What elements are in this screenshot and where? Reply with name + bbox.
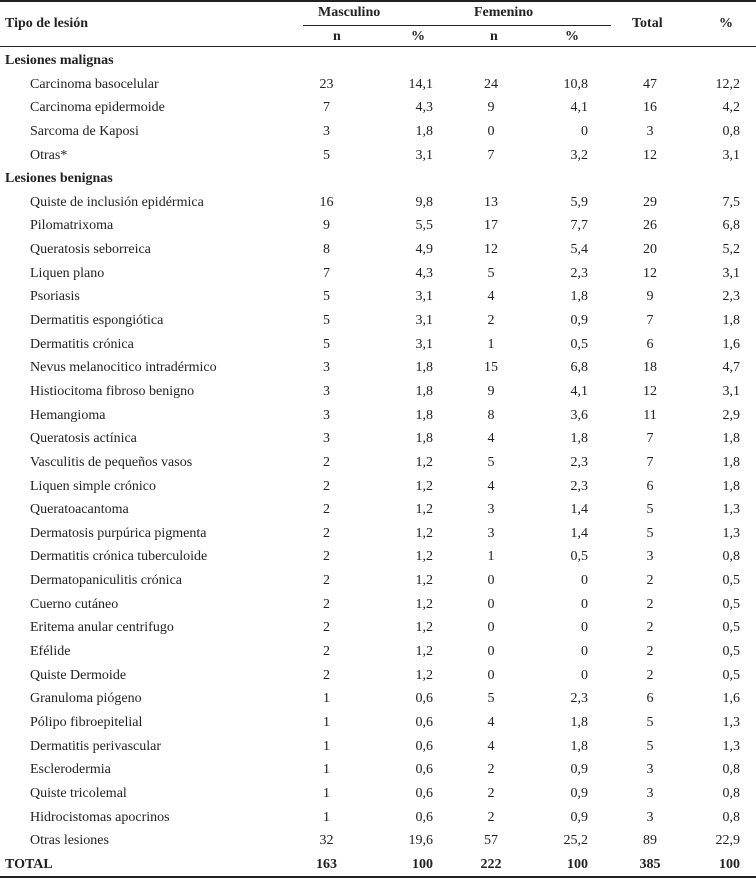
lesion-name: Dermatitis crónica bbox=[30, 336, 134, 352]
cell-female-n: 2 bbox=[487, 785, 495, 801]
cell-male-pct: 0,6 bbox=[415, 714, 433, 730]
cell-male-pct: 0,6 bbox=[415, 691, 433, 707]
header-female-pct: % bbox=[565, 29, 579, 44]
total-row bbox=[0, 853, 756, 877]
cell-total-n: 26 bbox=[643, 218, 657, 234]
cell-total-pct: 0,5 bbox=[722, 667, 740, 683]
cell-male-n: 7 bbox=[323, 265, 330, 281]
cell-female-pct: 0,9 bbox=[570, 785, 588, 801]
cell-male-n: 2 bbox=[323, 667, 330, 683]
cell-female-pct: 0,5 bbox=[570, 549, 588, 565]
cell-male-n: 9 bbox=[323, 218, 330, 234]
lesion-name: Carcinoma basocelular bbox=[30, 76, 159, 92]
cell-male-n: 23 bbox=[319, 76, 334, 92]
cell-total-n: 47 bbox=[643, 76, 657, 92]
cell-female-pct: 4,1 bbox=[570, 383, 588, 399]
cell-female-pct: 4,1 bbox=[570, 100, 588, 116]
table-row bbox=[0, 545, 756, 569]
cell-female-n: 1 bbox=[487, 336, 495, 352]
cell-female-n: 12 bbox=[484, 242, 498, 258]
cell-female-n: 8 bbox=[487, 407, 495, 423]
cell-female-pct: 5,9 bbox=[570, 194, 588, 210]
cell-total-n: 9 bbox=[646, 289, 654, 305]
lesion-name: Pilomatrixoma bbox=[30, 218, 114, 234]
cell-male-pct: 1,2 bbox=[415, 573, 433, 589]
cell-male-n: 5 bbox=[323, 313, 330, 329]
cell-total-pct: 1,6 bbox=[722, 691, 740, 707]
table-row bbox=[0, 309, 756, 333]
lesion-name: Dermatopaniculitis crónica bbox=[30, 573, 182, 589]
table-row bbox=[0, 522, 756, 546]
cell-total-n: 20 bbox=[643, 242, 657, 258]
lesion-name: Pólipo fibroepitelial bbox=[30, 714, 143, 730]
header-male-pct: % bbox=[411, 29, 425, 44]
cell-female-n: 57 bbox=[484, 833, 498, 849]
cell-female-pct: 1,4 bbox=[570, 525, 588, 541]
cell-female-n: 0 bbox=[487, 596, 495, 612]
cell-female-pct: 1,8 bbox=[570, 289, 588, 305]
cell-male-pct: 1,2 bbox=[415, 454, 433, 470]
table-row bbox=[0, 120, 756, 144]
cell-female-n: 5 bbox=[487, 691, 495, 707]
table-row bbox=[0, 404, 756, 428]
cell-male-pct: 1,2 bbox=[415, 525, 433, 541]
cell-female-n: 222 bbox=[480, 856, 502, 872]
lesion-name: Quiste de inclusión epidérmica bbox=[30, 194, 204, 210]
cell-total-n: 3 bbox=[646, 762, 654, 778]
cell-female-pct: 1,8 bbox=[570, 431, 588, 447]
cell-female-pct: 0,9 bbox=[570, 809, 588, 825]
cell-female-pct: 0 bbox=[581, 596, 588, 612]
cell-total-n: 5 bbox=[646, 525, 654, 541]
table-row bbox=[0, 758, 756, 782]
cell-female-pct: 100 bbox=[567, 856, 588, 872]
cell-total-n: 5 bbox=[646, 502, 654, 518]
lesion-name: Histiocitoma fibroso benigno bbox=[30, 383, 195, 399]
table-row bbox=[0, 333, 756, 357]
table-row bbox=[0, 616, 756, 640]
lesion-name: Efélide bbox=[30, 644, 71, 660]
lesion-name: Nevus melanocitico intradérmico bbox=[30, 360, 217, 376]
cell-total-n: 7 bbox=[646, 431, 654, 447]
lesion-name: Dermatitis espongiótica bbox=[30, 313, 164, 329]
cell-male-pct: 3,1 bbox=[415, 147, 433, 163]
table-row bbox=[0, 640, 756, 664]
cell-female-n: 24 bbox=[484, 76, 498, 92]
cell-total-pct: 1,6 bbox=[722, 336, 740, 352]
cell-male-n: 2 bbox=[323, 502, 330, 518]
cell-female-pct: 0,9 bbox=[570, 762, 588, 778]
cell-total-pct: 2,9 bbox=[722, 407, 740, 423]
cell-total-n: 2 bbox=[646, 644, 654, 660]
cell-male-pct: 19,6 bbox=[408, 833, 433, 849]
cell-male-n: 2 bbox=[323, 478, 330, 494]
cell-female-n: 4 bbox=[487, 431, 495, 447]
lesion-name: Esclerodermia bbox=[30, 762, 111, 778]
cell-total-pct: 3,1 bbox=[722, 265, 740, 281]
table-body bbox=[0, 49, 756, 876]
cell-male-pct: 5,5 bbox=[415, 218, 433, 234]
cell-male-n: 1 bbox=[323, 785, 330, 801]
cell-female-pct: 25,2 bbox=[563, 833, 588, 849]
section-title: Lesiones malignas bbox=[5, 53, 114, 68]
lesion-name: Otras* bbox=[30, 147, 68, 163]
cell-male-pct: 1,8 bbox=[415, 383, 433, 399]
cell-male-n: 1 bbox=[323, 762, 330, 778]
cell-female-n: 17 bbox=[484, 218, 498, 234]
cell-male-pct: 1,8 bbox=[415, 123, 433, 139]
cell-female-pct: 1,4 bbox=[570, 502, 588, 518]
cell-male-pct: 0,6 bbox=[415, 762, 433, 778]
cell-total-pct: 0,8 bbox=[722, 123, 740, 139]
lesion-name: Quiste tricolemal bbox=[30, 785, 127, 801]
cell-female-n: 2 bbox=[487, 313, 495, 329]
cell-male-n: 1 bbox=[323, 809, 330, 825]
header-group-rule bbox=[303, 25, 611, 26]
cell-total-pct: 100 bbox=[719, 856, 740, 872]
table-row bbox=[0, 262, 756, 286]
cell-female-n: 7 bbox=[487, 147, 495, 163]
cell-female-n: 2 bbox=[487, 762, 495, 778]
section-header bbox=[0, 167, 756, 191]
cell-total-pct: 3,1 bbox=[722, 147, 740, 163]
table-row bbox=[0, 569, 756, 593]
cell-female-pct: 0,5 bbox=[570, 336, 588, 352]
cell-male-pct: 1,8 bbox=[415, 360, 433, 376]
cell-total-n: 7 bbox=[646, 454, 654, 470]
cell-total-pct: 6,8 bbox=[722, 218, 740, 234]
cell-female-n: 9 bbox=[487, 383, 495, 399]
cell-total-n: 3 bbox=[646, 785, 654, 801]
cell-male-n: 5 bbox=[323, 147, 330, 163]
cell-male-pct: 1,8 bbox=[415, 407, 433, 423]
cell-female-pct: 6,8 bbox=[570, 360, 588, 376]
table-row bbox=[0, 475, 756, 499]
cell-female-pct: 0 bbox=[581, 123, 588, 139]
cell-male-pct: 3,1 bbox=[415, 289, 433, 305]
header-total: Total bbox=[632, 16, 663, 31]
section-title: Lesiones benignas bbox=[5, 171, 113, 187]
header-total-pct: % bbox=[719, 16, 733, 31]
cell-male-pct: 3,1 bbox=[415, 336, 433, 352]
lesion-name: Hemangioma bbox=[30, 407, 106, 423]
table-row bbox=[0, 498, 756, 522]
cell-total-pct: 1,3 bbox=[722, 714, 740, 730]
cell-female-n: 2 bbox=[487, 809, 495, 825]
table-row bbox=[0, 782, 756, 806]
cell-total-n: 29 bbox=[643, 194, 657, 210]
cell-total-pct: 0,8 bbox=[722, 549, 740, 565]
header-bottom-rule bbox=[0, 46, 756, 47]
cell-female-n: 9 bbox=[487, 100, 495, 116]
cell-female-n: 3 bbox=[487, 525, 495, 541]
cell-total-n: 6 bbox=[646, 336, 654, 352]
cell-total-pct: 0,8 bbox=[722, 785, 740, 801]
cell-female-n: 15 bbox=[484, 360, 498, 376]
cell-total-pct: 0,8 bbox=[722, 762, 740, 778]
cell-female-n: 5 bbox=[487, 265, 495, 281]
lesion-name: Queratosis actínica bbox=[30, 431, 137, 447]
cell-female-pct: 7,7 bbox=[570, 218, 588, 234]
header-male: Masculino bbox=[318, 5, 381, 20]
cell-male-pct: 14,1 bbox=[408, 76, 433, 92]
lesion-name: Queratosis seborreica bbox=[30, 242, 151, 258]
cell-male-n: 2 bbox=[323, 573, 330, 589]
table-row bbox=[0, 593, 756, 617]
cell-total-n: 12 bbox=[643, 265, 657, 281]
cell-female-pct: 0 bbox=[581, 620, 588, 636]
cell-female-n: 4 bbox=[487, 478, 495, 494]
cell-male-n: 2 bbox=[323, 620, 330, 636]
cell-female-n: 5 bbox=[487, 454, 495, 470]
cell-total-pct: 3,1 bbox=[722, 383, 740, 399]
lesion-name: Otras lesiones bbox=[30, 833, 109, 849]
lesion-name: TOTAL bbox=[5, 856, 53, 872]
cell-total-pct: 1,3 bbox=[722, 502, 740, 518]
cell-total-n: 12 bbox=[643, 383, 657, 399]
cell-male-n: 8 bbox=[323, 242, 330, 258]
cell-female-pct: 3,6 bbox=[570, 407, 588, 423]
cell-male-pct: 1,2 bbox=[415, 549, 433, 565]
cell-female-pct: 0,9 bbox=[570, 313, 588, 329]
cell-total-pct: 0,5 bbox=[722, 620, 740, 636]
lesion-name: Quiste Dermoide bbox=[30, 667, 127, 683]
cell-total-pct: 4,7 bbox=[722, 360, 740, 376]
table-row bbox=[0, 285, 756, 309]
cell-female-n: 0 bbox=[487, 644, 495, 660]
cell-male-pct: 100 bbox=[412, 856, 433, 872]
cell-male-pct: 1,2 bbox=[415, 596, 433, 612]
table-row bbox=[0, 829, 756, 853]
cell-male-pct: 4,9 bbox=[415, 242, 433, 258]
cell-total-n: 5 bbox=[646, 738, 654, 754]
lesion-name: Cuerno cutáneo bbox=[30, 596, 119, 612]
cell-total-n: 3 bbox=[646, 549, 654, 565]
cell-total-n: 11 bbox=[643, 407, 657, 423]
cell-female-pct: 1,8 bbox=[570, 738, 588, 754]
cell-female-n: 0 bbox=[487, 667, 495, 683]
lesion-name: Liquen simple crónico bbox=[30, 478, 156, 494]
cell-total-n: 89 bbox=[643, 833, 657, 849]
cell-female-pct: 2,3 bbox=[570, 265, 588, 281]
cell-total-pct: 1,8 bbox=[722, 313, 740, 329]
header-female-n: n bbox=[490, 29, 498, 44]
cell-total-n: 2 bbox=[646, 573, 654, 589]
table-header bbox=[0, 2, 756, 47]
cell-total-n: 7 bbox=[646, 313, 654, 329]
table-row bbox=[0, 687, 756, 711]
lesion-name: Eritema anular centrifugo bbox=[30, 620, 174, 636]
table-bottom-rule bbox=[0, 876, 756, 878]
cell-female-n: 0 bbox=[487, 573, 495, 589]
lesion-name: Granuloma piógeno bbox=[30, 691, 142, 707]
cell-total-pct: 1,8 bbox=[722, 431, 740, 447]
cell-male-n: 2 bbox=[323, 644, 330, 660]
lesion-name: Liquen plano bbox=[30, 265, 105, 281]
lesion-name: Dermatitis perivascular bbox=[30, 738, 162, 754]
cell-male-n: 3 bbox=[323, 431, 330, 447]
cell-total-n: 3 bbox=[646, 123, 654, 139]
table-row bbox=[0, 427, 756, 451]
cell-female-n: 0 bbox=[487, 123, 495, 139]
table-row bbox=[0, 214, 756, 238]
cell-male-pct: 0,6 bbox=[415, 738, 433, 754]
lesion-name: Hidrocistomas apocrinos bbox=[30, 809, 170, 825]
table-row bbox=[0, 806, 756, 830]
cell-male-n: 1 bbox=[323, 738, 330, 754]
lesion-name: Vasculitis de pequeños vasos bbox=[30, 454, 193, 470]
table-row bbox=[0, 73, 756, 97]
cell-male-n: 7 bbox=[323, 100, 330, 116]
cell-total-n: 385 bbox=[639, 856, 661, 872]
cell-male-n: 5 bbox=[323, 289, 330, 305]
cell-total-n: 18 bbox=[643, 360, 657, 376]
cell-total-n: 2 bbox=[646, 620, 654, 636]
lesion-name: Sarcoma de Kaposi bbox=[30, 123, 139, 139]
section-header bbox=[0, 49, 756, 73]
cell-total-pct: 0,5 bbox=[722, 573, 740, 589]
cell-male-pct: 0,6 bbox=[415, 785, 433, 801]
cell-female-n: 3 bbox=[487, 502, 495, 518]
cell-male-n: 3 bbox=[323, 383, 330, 399]
cell-total-pct: 1,3 bbox=[722, 738, 740, 754]
cell-female-pct: 2,3 bbox=[570, 691, 588, 707]
cell-female-pct: 3,2 bbox=[570, 147, 588, 163]
cell-male-pct: 3,1 bbox=[415, 313, 433, 329]
cell-total-n: 12 bbox=[643, 147, 657, 163]
cell-male-pct: 1,8 bbox=[415, 431, 433, 447]
cell-female-pct: 5,4 bbox=[570, 242, 588, 258]
cell-male-n: 2 bbox=[323, 596, 330, 612]
cell-male-pct: 1,2 bbox=[415, 502, 433, 518]
table-row bbox=[0, 451, 756, 475]
table-row bbox=[0, 191, 756, 215]
cell-female-n: 0 bbox=[487, 620, 495, 636]
cell-male-pct: 4,3 bbox=[415, 100, 433, 116]
cell-male-pct: 1,2 bbox=[415, 644, 433, 660]
cell-total-pct: 1,8 bbox=[722, 454, 740, 470]
cell-total-n: 2 bbox=[646, 596, 654, 612]
table-row bbox=[0, 664, 756, 688]
cell-total-pct: 4,2 bbox=[722, 100, 740, 116]
cell-female-n: 1 bbox=[487, 549, 495, 565]
cell-total-n: 6 bbox=[646, 478, 654, 494]
cell-male-n: 32 bbox=[319, 833, 334, 849]
cell-total-pct: 0,5 bbox=[722, 596, 740, 612]
cell-total-pct: 12,2 bbox=[715, 76, 740, 92]
header-male-n: n bbox=[333, 29, 341, 44]
cell-male-pct: 9,8 bbox=[415, 194, 433, 210]
cell-male-n: 3 bbox=[323, 123, 330, 139]
cell-female-n: 4 bbox=[487, 289, 495, 305]
table-row bbox=[0, 356, 756, 380]
cell-male-n: 16 bbox=[319, 194, 334, 210]
cell-female-n: 13 bbox=[484, 194, 498, 210]
cell-total-pct: 7,5 bbox=[722, 194, 740, 210]
cell-female-n: 4 bbox=[487, 738, 495, 754]
cell-female-pct: 10,8 bbox=[563, 76, 588, 92]
header-female: Femenino bbox=[474, 5, 534, 20]
lesion-name: Carcinoma epidermoide bbox=[30, 100, 165, 116]
cell-female-pct: 2,3 bbox=[570, 454, 588, 470]
cell-female-n: 4 bbox=[487, 714, 495, 730]
cell-male-n: 1 bbox=[323, 691, 330, 707]
cell-male-pct: 0,6 bbox=[415, 809, 433, 825]
table-row bbox=[0, 380, 756, 404]
header-lesion-type: Tipo de lesión bbox=[5, 16, 88, 31]
cell-total-n: 16 bbox=[643, 100, 657, 116]
lesion-name: Queratoacantoma bbox=[30, 502, 129, 518]
cell-male-pct: 1,2 bbox=[415, 667, 433, 683]
cell-male-pct: 4,3 bbox=[415, 265, 433, 281]
table-row bbox=[0, 711, 756, 735]
cell-male-n: 2 bbox=[323, 525, 330, 541]
cell-total-n: 3 bbox=[646, 809, 654, 825]
cell-male-pct: 1,2 bbox=[415, 478, 433, 494]
table-row bbox=[0, 144, 756, 168]
cell-total-pct: 1,8 bbox=[722, 478, 740, 494]
table-row bbox=[0, 96, 756, 120]
cell-total-pct: 2,3 bbox=[722, 289, 740, 305]
lesion-name: Dermatosis purpúrica pigmenta bbox=[30, 525, 207, 541]
cell-total-n: 6 bbox=[646, 691, 654, 707]
cell-male-n: 3 bbox=[323, 360, 330, 376]
cell-total-pct: 0,8 bbox=[722, 809, 740, 825]
cell-total-pct: 5,2 bbox=[722, 242, 740, 258]
cell-male-n: 3 bbox=[323, 407, 330, 423]
cell-total-pct: 22,9 bbox=[715, 833, 740, 849]
cell-female-pct: 0 bbox=[581, 644, 588, 660]
table-row bbox=[0, 238, 756, 262]
cell-male-n: 5 bbox=[323, 336, 330, 352]
cell-total-n: 5 bbox=[646, 714, 654, 730]
cell-male-n: 2 bbox=[323, 454, 330, 470]
cell-female-pct: 0 bbox=[581, 667, 588, 683]
cell-male-n: 2 bbox=[323, 549, 330, 565]
lesion-name: Psoriasis bbox=[30, 289, 80, 305]
lesion-name: Dermatitis crónica tuberculoide bbox=[30, 549, 208, 565]
cell-male-n: 163 bbox=[316, 856, 337, 872]
cell-female-pct: 1,8 bbox=[570, 714, 588, 730]
cell-female-pct: 0 bbox=[581, 573, 588, 589]
table-row bbox=[0, 735, 756, 759]
cell-male-n: 1 bbox=[323, 714, 330, 730]
cell-total-pct: 1,3 bbox=[722, 525, 740, 541]
cell-male-pct: 1,2 bbox=[415, 620, 433, 636]
cell-female-pct: 2,3 bbox=[570, 478, 588, 494]
cell-total-n: 2 bbox=[646, 667, 654, 683]
cell-total-pct: 0,5 bbox=[722, 644, 740, 660]
